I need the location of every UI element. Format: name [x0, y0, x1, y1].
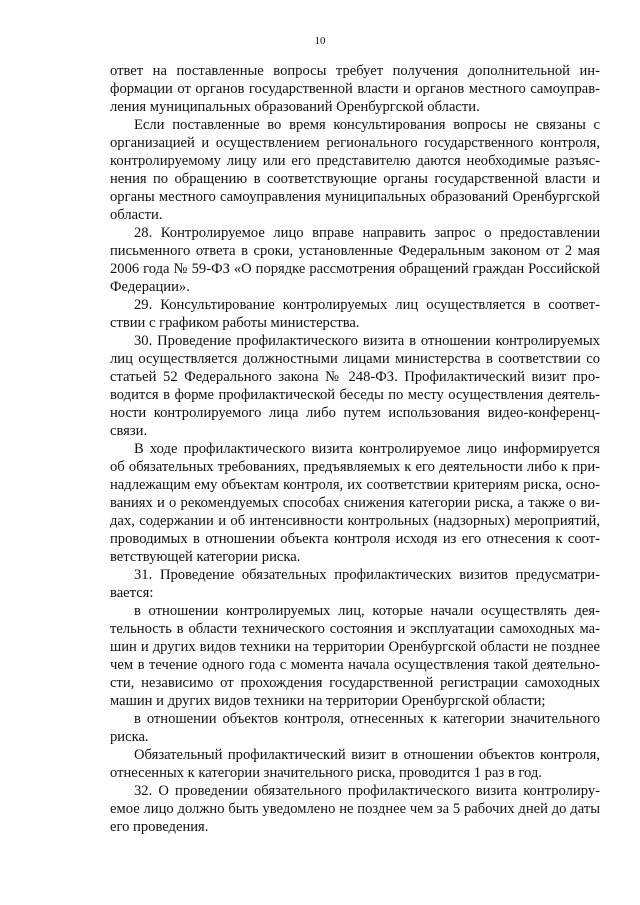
paragraph-mandatory-visit-frequency: Обязательный профилактический визит в отношении объектов контроля, отнесенных к категории значительного риска, проводится 1 раз в год.: [110, 747, 600, 781]
paragraph-30: 30. Проведение профилактического визита в отношении контролируемых лиц осуществляется должностными лицами министерства в соответствии со статьей 52 Федерального закона № 248-ФЗ. Профилактический визит проводится в форме профилактической беседы по месту осуществления деятельности контролируемого лица либо путем использования видео-конференцсвязи.: [110, 333, 600, 439]
paragraph-31-item-1: в отношении контролируемых лиц, которые начали осуществлять деятельность в области технического состояния и эксплуатации самоходных машин и других видов техники на территории Оренбургской области не позднее чем в течение одного года с момента начала осуществления такой деятельности, независимо от прохождения государственной регистрации самоходных машин и других видов техники на территории Оренбургской области;: [110, 603, 600, 709]
paragraph-visit-information: В ходе профилактического визита контролируемое лицо информируется об обязательных требованиях, предъявляемых к его деятельности либо к принадлежащим ему объектам контроля, их соответствии критериям риска, основаниях и о рекомендуемых способах снижения категории риска, а также о видах, содержании и об интенсивности контрольных (надзорных) мероприятий, проводимых в отношении объекта контроля исходя из его отнесения к соответствующей категории риска.: [110, 441, 600, 565]
paragraph-32: 32. О проведении обязательного профилактического визита контролируемое лицо должно быть уведомлено не позднее чем за 5 рабочих дней до даты его проведения.: [110, 783, 600, 835]
paragraph-consultation-redirect: Если поставленные во время консультирования вопросы не связаны с организацией и осуществлением регионального государственного контроля, контролируемому лицу или его представителю даются необходимые разъяснения по обращению в соответствующие органы государственной власти и органы местного самоуправления муниципальных образований Оренбургской области.: [110, 117, 600, 223]
paragraph-31-item-2: в отношении объектов контроля, отнесенных к категории значительного риска.: [110, 711, 600, 745]
paragraph-28: 28. Контролируемое лицо вправе направить запрос о предоставлении письменного ответа в сроки, установленные Федеральным законом от 2 мая 2006 года № 59-ФЗ «О порядке рассмотрения обращений граждан Российской Федерации».: [110, 225, 600, 295]
paragraph-31: 31. Проведение обязательных профилактических визитов предусматривается:: [110, 567, 600, 601]
paragraph-continuation: ответ на поставленные вопросы требует получения дополнительной информации от органов государственной власти и органов местного самоуправления муниципальных образований Оренбургской области.: [110, 63, 600, 115]
document-body: [110, 62, 600, 836]
paragraph-29: 29. Консультирование контролируемых лиц осуществляется в соответствии с графиком работы министерства.: [110, 297, 600, 331]
page-number: 10: [314, 35, 326, 47]
